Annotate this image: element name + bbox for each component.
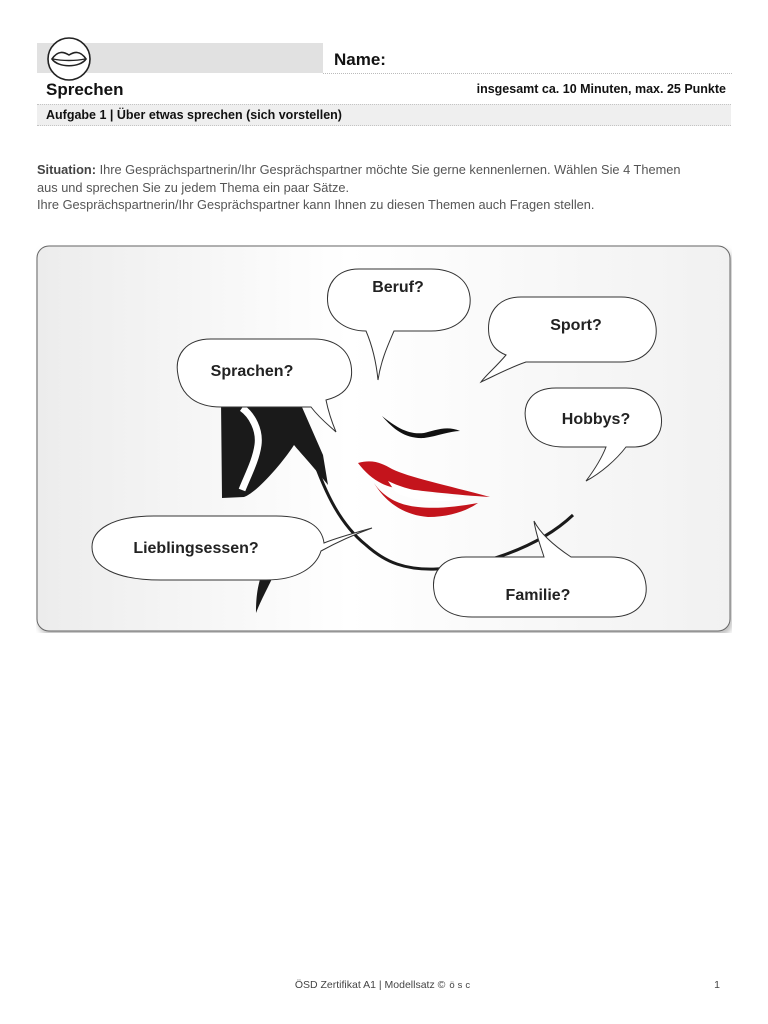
task-title: Aufgabe 1 | Über etwas sprechen (sich vorstellen) [46, 108, 342, 122]
speech-bubble-illustration [36, 245, 732, 633]
situation-line-2: aus und sprechen Sie zu jedem Thema ein paar Sätze. [37, 179, 350, 195]
situation-text [37, 161, 737, 214]
bubble-sprachen-text: Sprachen? [210, 363, 294, 380]
situation-line-1: Situation: Ihre Gesprächspartnerin/Ihr Gesprächspartner möchte Sie gerne kennenlernen. Wählen Sie 4 Themen [37, 162, 681, 177]
name-label: Name: [334, 50, 386, 69]
footer [0, 979, 768, 991]
osc-logo: ösc [449, 980, 474, 991]
duration-info: insgesamt ca. 10 Minuten, max. 25 Punkte [476, 82, 726, 96]
bubble-familie-text: Familie? [505, 587, 571, 604]
situation-line-3: Ihre Gesprächspartnerin/Ihr Gesprächspartner kann Ihnen zu diesen Themen auch Fragen stellen. [37, 197, 595, 212]
bubble-hobbys-text: Hobbys? [561, 411, 631, 428]
lips-logo-icon [44, 37, 94, 81]
section-title: Sprechen [46, 80, 124, 99]
task-bar [37, 104, 731, 126]
footer-text: ÖSD Zertifikat A1 | Modellsatz © [294, 979, 446, 991]
bubble-sport-text: Sport? [550, 317, 602, 334]
bubble-beruf-text: Beruf? [372, 279, 424, 296]
situation-label: Situation: [37, 162, 96, 177]
name-line [323, 73, 732, 74]
bubble-lieblingsessen-text: Lieblingsessen? [133, 540, 259, 557]
page-number: 1 [714, 979, 720, 991]
